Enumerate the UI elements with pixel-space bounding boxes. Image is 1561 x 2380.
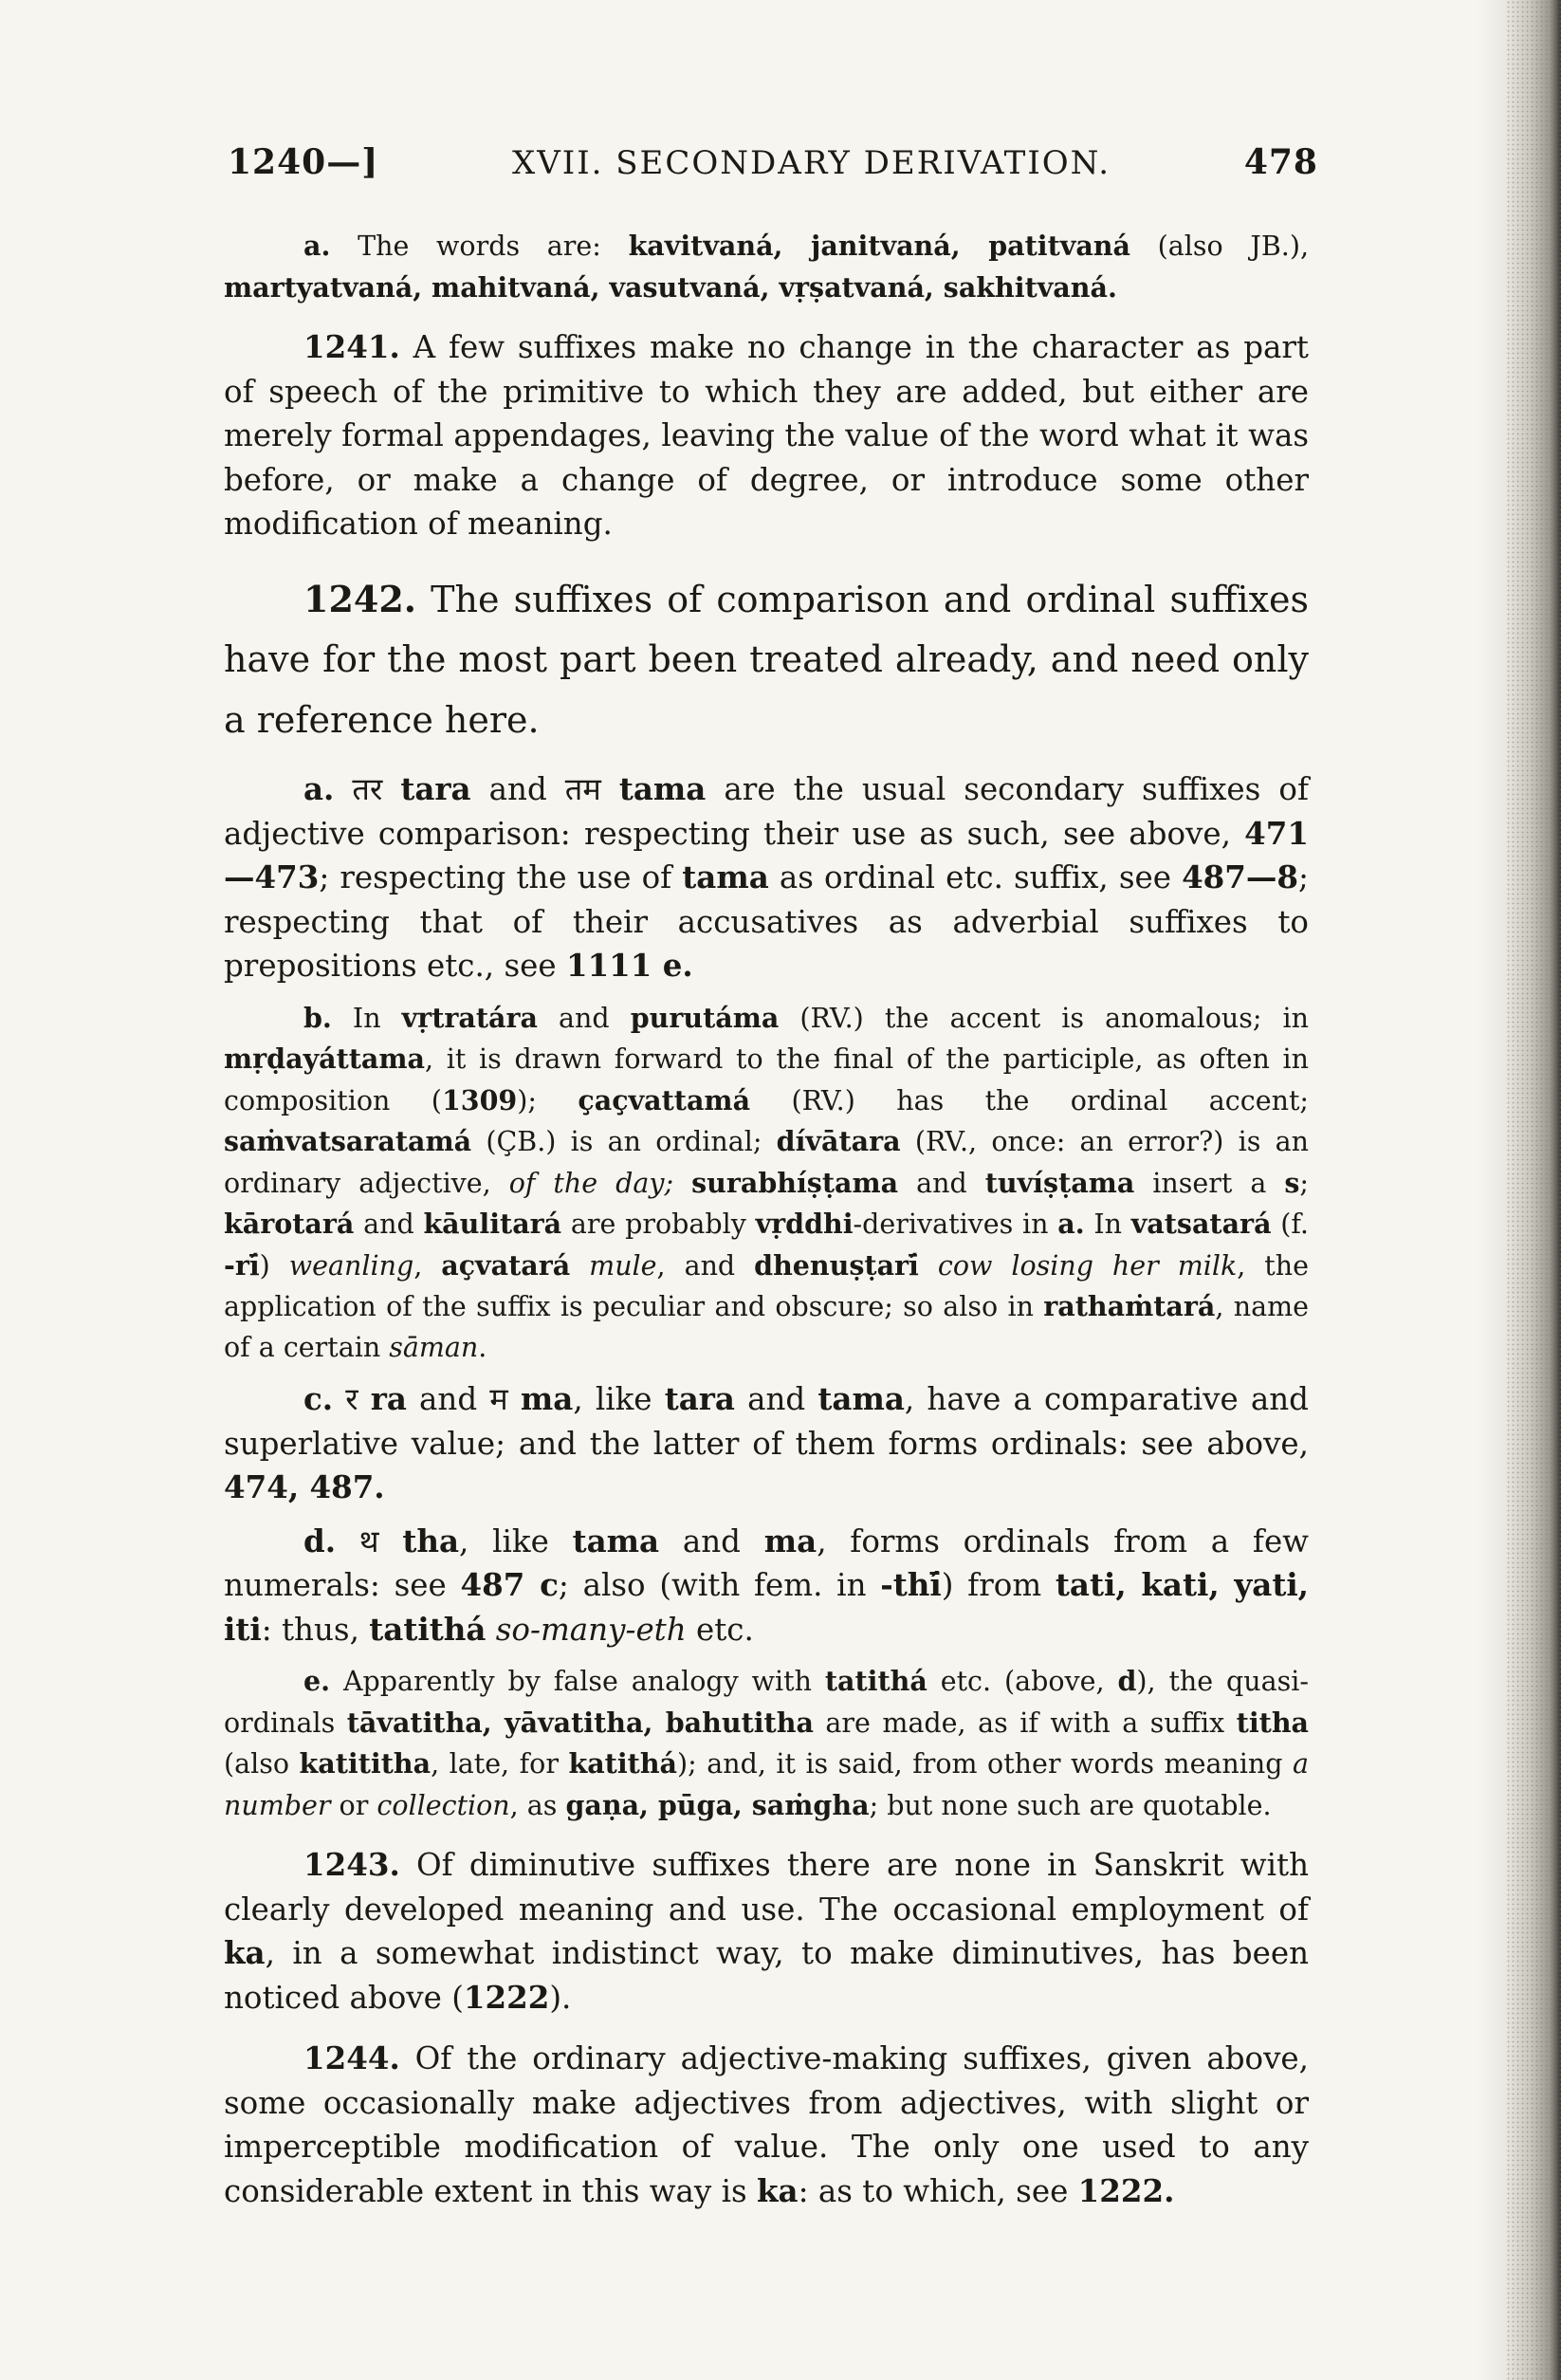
page-number: 478	[1243, 142, 1318, 182]
page-edge	[1506, 0, 1561, 2380]
paragraph-1242b: b. In vṛtratára and purutáma (RV.) the accent is anomalous; in mṛḍayáttama, it is drawn forward to the final of the participle, as often in composition (1309); çaçvattamá (RV.) has the ordinal accent; saṁvatsaratamá (ÇB.) is an ordinal; dívātara (RV., once: an error?) is an ordinary adjective, of the day; surabhíṣṭama and tuvíṣṭama insert a s; kārotará and kāulitará are probably vṛddhi-derivatives in a. In vatsatará (f. -rī́) weanling, açvatará mule, and dhenuṣṭarī́ cow losing her milk, the application of the suffix is peculiar and obscure; so also in rathaṁtará, name of a certain sāman.	[224, 1001, 1309, 1363]
section-reference: 1240—]	[228, 142, 379, 182]
paragraph-1241: 1241. A few suffixes make no change in the character as part of speech of the primitive to which they are added, but either are merely formal appendages, leaving the value of the word what it was before, or make a change of degree, or introduce some other modification of meaning.	[224, 328, 1309, 542]
paragraph-1242a: a. तर tara and तम tama are the usual secondary suffixes of adjective comparison: respecting their use as such, see above, 471 —473; respecting the use of tama as ordinal etc. suffix, see 487—8; respecting that of their accusatives as adverbial suffixes to prepositions etc., see 1111 e.	[224, 770, 1309, 984]
gutter-shadow	[1478, 0, 1506, 2380]
paragraph-1242d: d. थ tha, like tama and ma, forms ordinals from a few numerals: see 487 c; also (with fem. in -thī́) from tati, kati, yati, iti: thus, tatithá so-many-eth etc.	[224, 1522, 1310, 1648]
paragraph-1243: 1243. Of diminutive suffixes there are none in Sanskrit with clearly developed meaning and use. The occasional employment of ka, in a somewhat indistinct way, to make diminutives, has been noticed above (1222).	[224, 1846, 1309, 2016]
page-body	[224, 226, 1309, 2213]
paragraph-1244: 1244. Of the ordinary adjective-making suffixes, given above, some occasionally make adjectives from adjectives, with slight or imperceptible modification of value. The only one used to any considerable extent in this way is ka: as to which, see 1222.	[224, 2039, 1309, 2209]
paragraph-1240a: a. The words are: kavitvaná, janitvaná, patitvaná (also JB.), martyatvaná, mahitvaná, vasutvaná, vṛṣatvaná, sakhitvaná.	[224, 230, 1309, 304]
paragraph-1242c: c. र ra and म ma, like tara and tama, have a comparative and superlative value; and the latter of them forms ordinals: see above, 474, 487.	[224, 1380, 1309, 1505]
paragraph-1242: 1242. The suffixes of comparison and ordinal suffixes have for the most part been treated already, and need only a reference here.	[224, 577, 1309, 741]
running-head	[228, 142, 1318, 190]
chapter-title: XVII. SECONDARY DERIVATION.	[512, 144, 1111, 182]
paragraph-1242e: e. Apparently by false analogy with tatithá etc. (above, d), the quasi-ordinals tāvatitha, yāvatitha, bahutitha are made, as if with a suffix titha (also katititha, late, for katithá); and, it is said, from other words meaning a number or collection, as gaṇa, pūga, saṁgha; but none such are quotable.	[224, 1665, 1310, 1821]
